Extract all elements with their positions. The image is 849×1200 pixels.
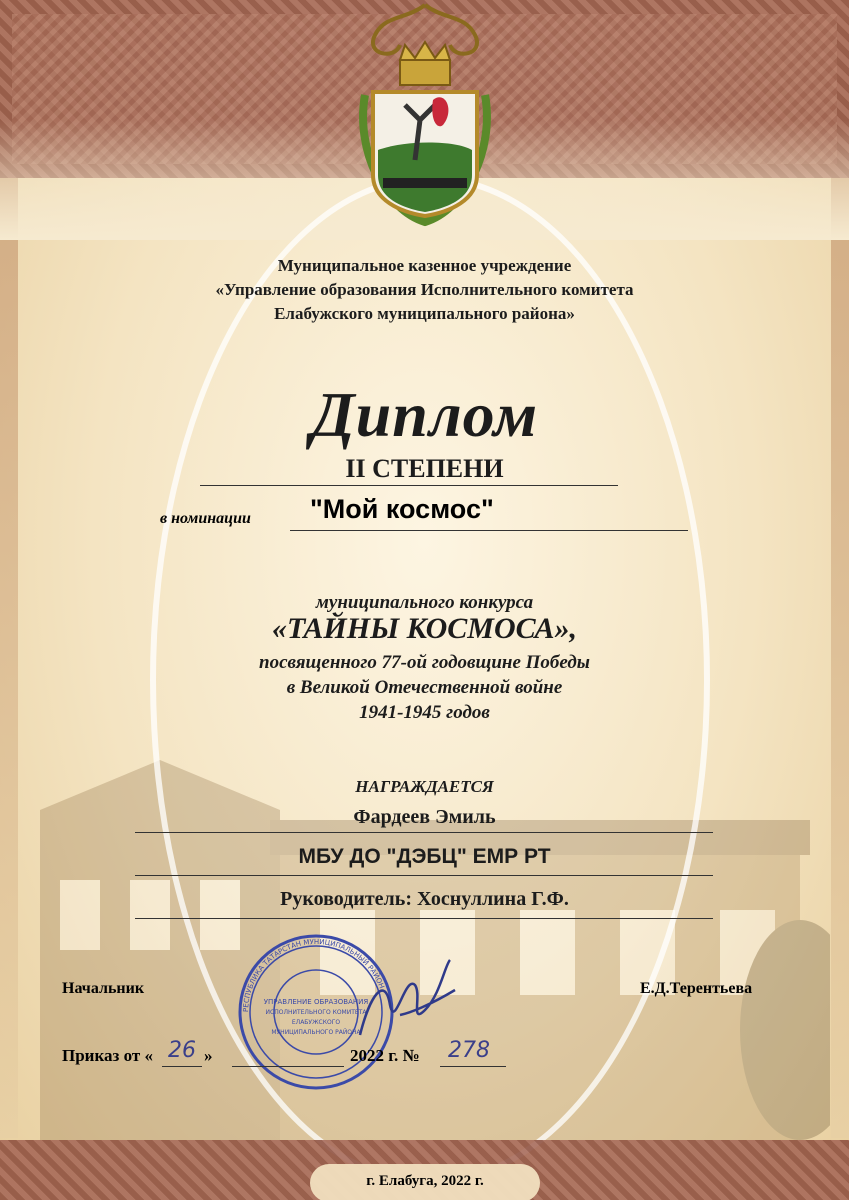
diploma-title: Диплом [310, 379, 539, 450]
signatory-name: Е.Д.Терентьева [640, 980, 753, 997]
dedication-line-3: 1941-1945 годов [359, 702, 490, 723]
order-number-handwritten: 278 [448, 1038, 490, 1063]
contest-dedication [0, 650, 849, 725]
contest-name: «ТАЙНЫ КОСМОСА», [271, 612, 578, 645]
diploma-degree: II СТЕПЕНИ [345, 454, 504, 483]
coat-of-arms-emblem [345, 0, 505, 230]
svg-text:УПРАВЛЕНИЕ ОБРАЗОВАНИЯ: УПРАВЛЕНИЕ ОБРАЗОВАНИЯ [263, 998, 369, 1006]
degree-underline [200, 485, 618, 486]
nomination-value: "Мой космос" [310, 494, 494, 524]
awarded-label: НАГРАЖДАЕТСЯ [355, 777, 494, 796]
header-line-2: «Управление образования Исполнительного комитета [215, 280, 634, 299]
order-prefix: Приказ от « [62, 1046, 153, 1065]
svg-text:МУНИЦИПАЛЬНОГО РАЙОНА: МУНИЦИПАЛЬНОГО РАЙОНА [271, 1029, 361, 1036]
leader-underline [135, 918, 713, 919]
city-and-year: г. Елабуга, 2022 г. [366, 1173, 484, 1189]
organization-underline [135, 875, 713, 876]
header-line-3: Елабужского муниципального района» [274, 304, 575, 323]
svg-text:РЕСПУБЛИКА ТАТАРСТАН МУНИЦИПАЛ: РЕСПУБЛИКА ТАТАРСТАН МУНИЦИПАЛЬНЫЙ РАЙОН [241, 937, 386, 1013]
dedication-line-1: посвященного 77-ой годовщине Победы [259, 652, 590, 673]
handwritten-signature [350, 955, 460, 1050]
dedication-line-2: в Великой Отечественной войне [286, 677, 563, 698]
order-day-underline [162, 1066, 202, 1067]
svg-text:ИСПОЛНИТЕЛЬНОГО КОМИТЕТА: ИСПОЛНИТЕЛЬНОГО КОМИТЕТА [265, 1009, 367, 1016]
order-day-handwritten: 26 [168, 1038, 196, 1063]
recipient-leader: Руководитель: Хоснуллина Г.Ф. [280, 888, 569, 910]
contest-intro: муниципального конкурса [315, 592, 534, 613]
nomination-label: в номинации [160, 510, 251, 527]
order-year: 2022 г. № [350, 1046, 420, 1065]
svg-text:ЕЛАБУЖСКОГО: ЕЛАБУЖСКОГО [291, 1019, 341, 1026]
order-number-underline [440, 1066, 506, 1067]
recipient-organization: МБУ ДО "ДЭБЦ" ЕМР РТ [298, 845, 551, 868]
institution-header [0, 254, 849, 326]
signatory-position: Начальник [62, 980, 145, 997]
nomination-underline [290, 530, 688, 531]
recipient-name: Фардеев Эмиль [353, 806, 496, 828]
order-day-close: » [204, 1046, 213, 1065]
header-line-1: Муниципальное казенное учреждение [277, 256, 572, 275]
order-month-underline [232, 1066, 344, 1067]
name-underline [135, 832, 713, 833]
